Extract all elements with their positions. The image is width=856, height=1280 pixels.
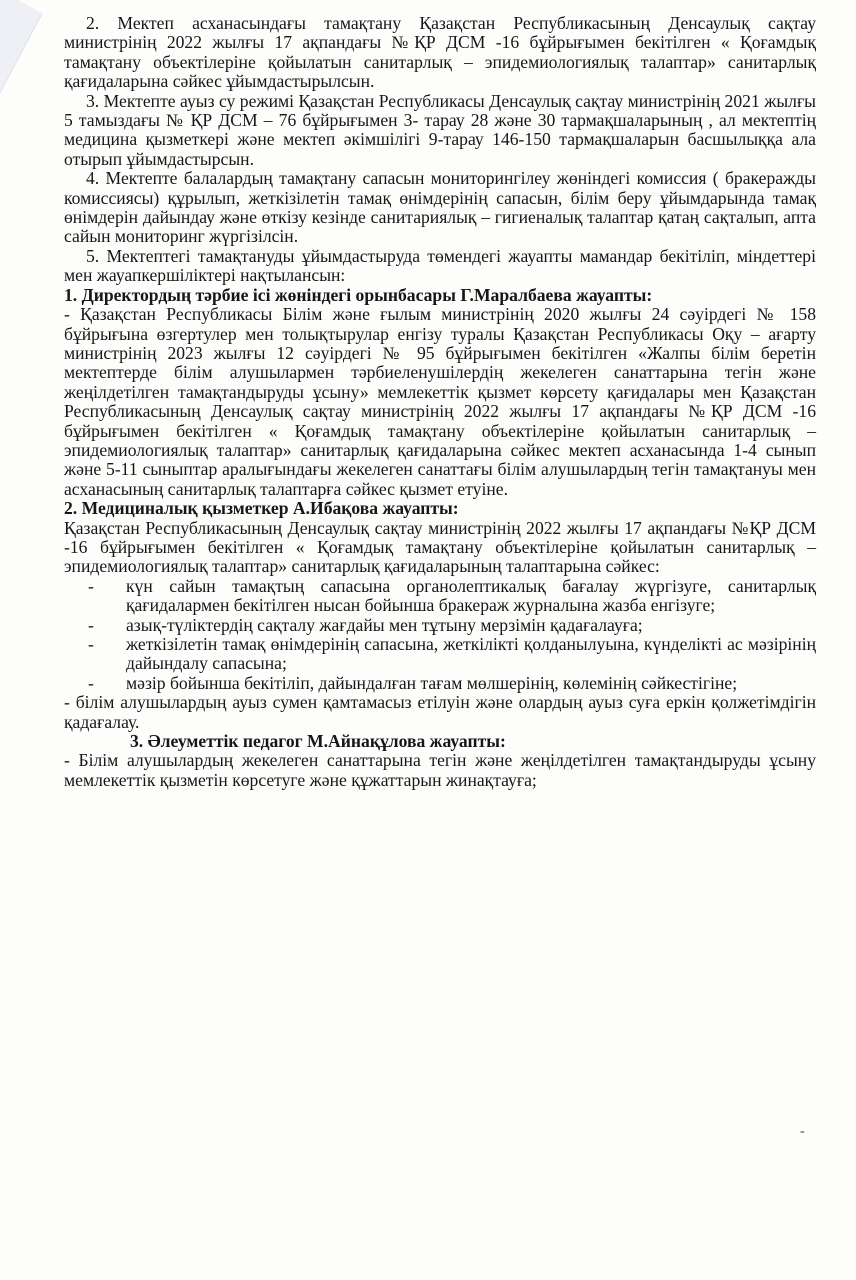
section-2-intro: Қазақстан Республикасының Денсаулық сақтау министрінің 2022 жылғы 17 ақпандағы №ҚР ДСМ -16 бұйрығымен бекітілген « Қоғамдық тамақтану объектілеріне қойылатын санитарлық – эпидемиологиялық талаптар» санитарлық қағидаларының талаптарына сәйкес:	[64, 517, 816, 577]
list-item	[88, 575, 816, 616]
list-item	[88, 614, 816, 635]
section-1-heading: 1. Директордың тәрбие ісі жөніндегі орынбасары Г.Маралбаева жауапты:	[64, 284, 653, 305]
page-fold-corner	[0, 0, 43, 155]
section-1-text: - Қазақстан Республикасы Білім және ғылым министрінің 2020 жылғы 24 сәуірдегі № 158 бұйрығына өзгертулер мен толықтырулар енгізу туралы Қазақстан Республикасы Оқу – ағарту министрінің 2023 жылғы 12 сәуірдегі № 95 бұйрығымен бекітілген «Жалпы білім беретін мектептерде білім алушылармен тәрбиеленушілердің жекелеген санаттарына тегін және жеңілдетілген тамақтандыруды ұсыну» мемлекеттік қызмет көрсету қағидалары мен Қазақстан Республикасының Денсаулық сақтау министрінің 2022 жылғы 17 ақпандағы №ҚР ДСМ -16 бұйрығымен бекітілген « Қоғамдық тамақтану объектілеріне қойылатын санитарлық – эпидемиологиялық талаптар» санитарлық қағидаларына сәйкес мектеп асханасында 1-4 сынып және 5-11 сыныптар аралығындағы жекелеген санаттағы білім алушылардың тегін тамақтануы мен асханасының санитарлық талаптарға сәйкес қызмет етуіне.	[64, 304, 816, 499]
trailing-dash-mark: -	[800, 1124, 805, 1139]
paragraph-2: 2. Мектеп асханасындағы тамақтану Қазақстан Республикасының Денсаулық сақтау министрінің 2022 жылғы 17 ақпандағы №ҚР ДСМ -16 бұйрығымен бекітілген « Қоғамдық тамақтану объектілеріне қойылатын санитарлық – эпидемиологиялық талаптар» санитарлық қағидаларына сәйкес ұйымдастырылсын.	[64, 13, 816, 92]
paragraph-3: 3. Мектепте ауыз су режимі Қазақстан Республикасы Денсаулық сақтау министрінің 2021 жылғы 5 тамыздағы № ҚР ДСМ – 76 бұйрығымен 3- тарау 28 және 30 тармақшаларының , ал мектептің медицина қызметкері және мектеп әкімшілігі 9-тарау 146-150 тармақшаларын басшылыққа ала отырып ұйымдастырсын.	[64, 90, 816, 169]
section-2-bullet-list	[64, 577, 816, 693]
bullet-dash: -	[88, 575, 94, 596]
list-item	[88, 634, 816, 674]
document-body	[64, 14, 816, 790]
bullet-dash: -	[88, 634, 94, 654]
bullet-dash: -	[88, 672, 94, 693]
paragraph-5: 5. Мектептегі тамақтануды ұйымдастыруда төмендегі жауапты мамандар бекітіліп, міндеттері мен жауапкершіліктері нақтылансын:	[64, 245, 816, 286]
paragraph-4: 4. Мектепте балалардың тамақтану сапасын мониторингілеу жөніндегі комиссия ( бракеражды комиссиясы) құрылып, жеткізілетін тамақ өнімдерінің сапасын, білім беру ұйымдарында тамақ өнімдерін дайындау және өткізу кезінде санитариялық – гигиеналық талаптар қатаң сақталып, апта сайын мониторинг жүргізілсін.	[64, 168, 816, 247]
list-item-text: жеткізілетін тамақ өнімдерінің сапасына, жеткілікті қолданылуына, күнделікті ас мәзірінің дайындалу сапасына;	[126, 634, 816, 674]
list-item	[88, 672, 816, 693]
section-2-last-item: - білім алушылардың ауыз сумен қамтамасыз етілуін және олардың ауыз суға еркін қолжетімдігін қадағалау.	[64, 692, 816, 732]
section-2-heading: 2. Медициналық қызметкер А.Ибақова жауапты:	[64, 498, 459, 519]
bullet-dash: -	[88, 614, 94, 635]
section-3-text: - Білім алушылардың жекелеген санаттарына тегін және жеңілдетілген тамақтандыруды ұсыну мемлекеттік қызметін көрсетуге және құжаттарын жинақтауға;	[64, 750, 816, 790]
list-item-text: күн сайын тамақтың сапасына органолептикалық бағалау жүргізуге, санитарлық қағидалармен бекітілген нысан бойынша бракераж журналына жазба енгізуге;	[126, 575, 816, 616]
section-3-heading: 3. Әлеуметтік педагог М.Айнақұлова жауапты:	[130, 731, 506, 752]
list-item-text: мәзір бойынша бекітіліп, дайындалған тағам мөлшерінің, көлемінің сәйкестігіне;	[126, 672, 738, 693]
list-item-text: азық-түліктердің сақталу жағдайы мен тұтыну мерзімін қадағалауға;	[126, 614, 643, 635]
